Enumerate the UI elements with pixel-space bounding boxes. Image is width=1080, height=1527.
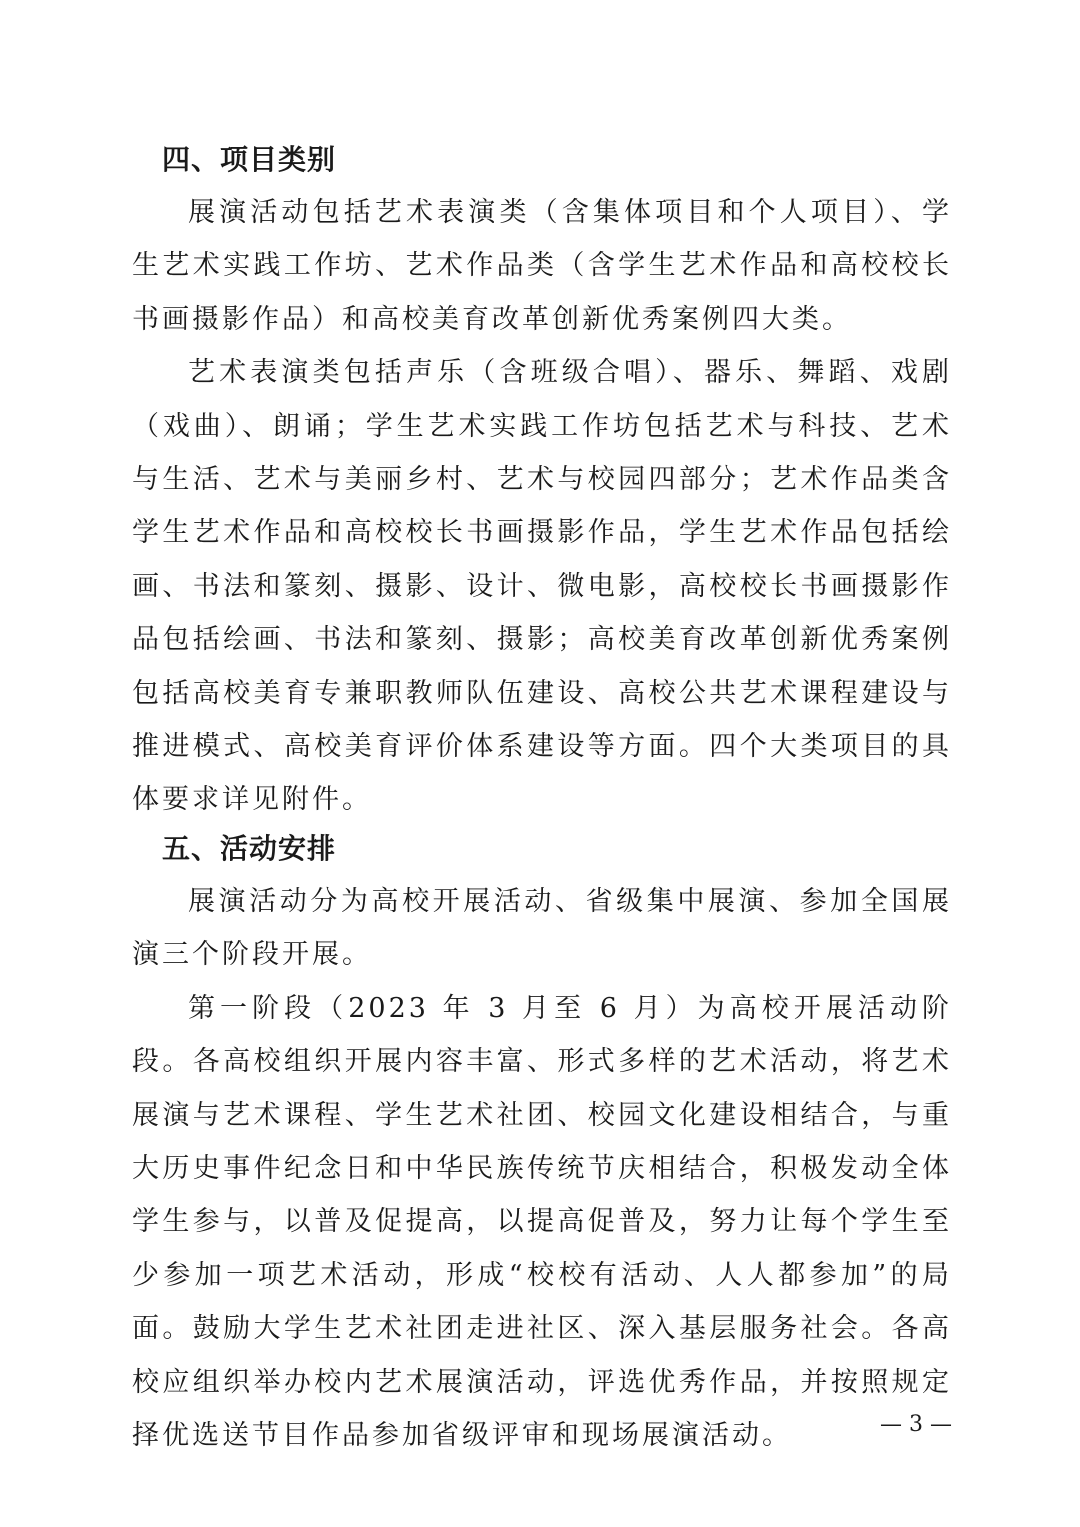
page-number: — 3 — [880, 1412, 952, 1437]
paragraph-categories-detail: 艺术表演类包括声乐（含班级合唱）、器乐、舞蹈、戏剧（戏曲）、朗诵；学生艺术实践工作坊包括艺术与科技、艺术与生活、艺术与美丽乡村、艺术与校园四部分；艺术作品类含学生艺术作品和高校校长书画摄影作品，学生艺术作品包括绘画、书法和篆刻、摄影、设计、微电影，高校校长书画摄影作品包括绘画、书法和篆刻、摄影；高校美育改革创新优秀案例包括高校美育专兼职教师队伍建设、高校公共艺术课程建设与推进模式、高校美育评价体系建设等方面。四个大类项目的具体要求详见附件。 [132, 357, 952, 816]
section-heading-5: 五、活动安排 [162, 831, 337, 865]
paragraph-stage-one: 第一阶段（2023 年 3 月至 6 月）为高校开展活动阶段。各高校组织开展内容丰富、形式多样的艺术活动，将艺术展演与艺术课程、学生艺术社团、校园文化建设相结合，与重大历史事件纪念日和中华民族传统节庆相结合，积极发动全体学生参与，以普及促提高，以提高促普及，努力让每个学生至少参加一项艺术活动，形成“校校有活动、人人都参加”的局面。鼓励大学生艺术社团走进社区、深入基层服务社会。各高校应组织举办校内艺术展演活动，评选优秀作品，并按照规定择优选送节目作品参加省级评审和现场展演活动。 [132, 992, 952, 1451]
paragraph-categories-overview: 展演活动包括艺术表演类（含集体项目和个人项目）、学生艺术实践工作坊、艺术作品类（含学生艺术作品和高校校长书画摄影作品）和高校美育改革创新优秀案例四大类。 [132, 197, 952, 335]
document-body [132, 138, 952, 1462]
section-heading-4: 四、项目类别 [162, 143, 337, 176]
paragraph-stages-overview: 展演活动分为高校开展活动、省级集中展演、参加全国展演三个阶段开展。 [132, 885, 952, 971]
